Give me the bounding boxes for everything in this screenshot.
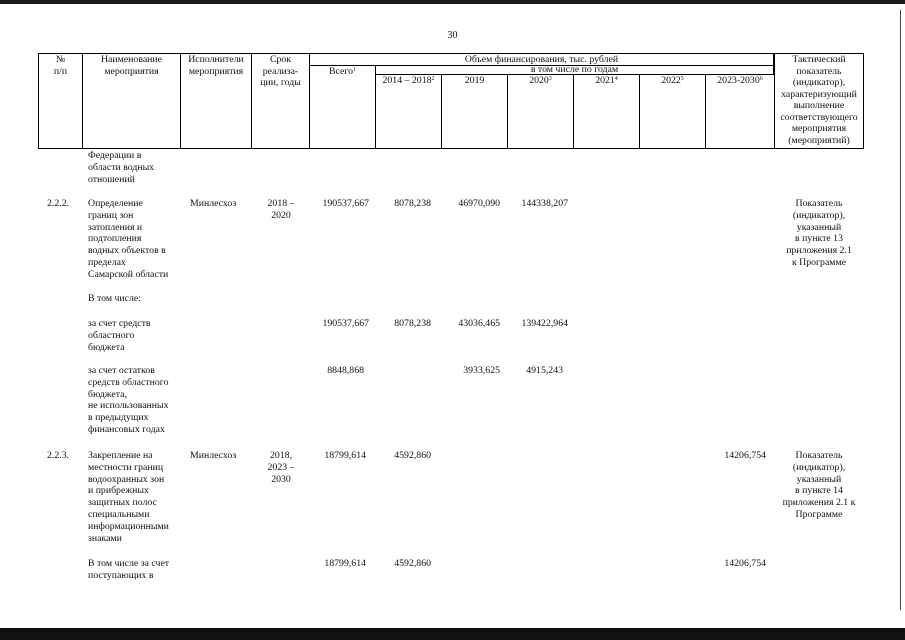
row-value-2020: 139422,964	[521, 318, 568, 329]
row-number: 2.2.2.	[47, 198, 70, 209]
header-indicator-label: Тактический показатель (индикатор), характеризующий выполнение соответствующего мероприятия (мероприятий)	[780, 54, 858, 146]
row-total: 8848,868	[327, 365, 364, 376]
header-num-label: № п/п	[53, 54, 68, 77]
header-exec-label: Исполнители мероприятия	[188, 54, 244, 77]
row-name: Закрепление на местности границ водоохранных зон и прибрежных защитных полос специальными информационными знаками	[88, 450, 169, 544]
row-value-2019: 46970,090	[458, 198, 500, 209]
header-by-years-label: в том числе по годам	[530, 64, 619, 75]
row-indicator: Показатель (индикатор), указанный в пункте 13 приложения 2.1 к Программе	[786, 198, 852, 268]
header-year-label: 2019	[464, 75, 485, 86]
page-edge-line	[900, 10, 901, 610]
row-indicator: Показатель (индикатор), указанный в пункте 14 приложения 2.1 к Программе	[782, 450, 856, 520]
row-total: 18799,614	[324, 558, 366, 569]
row-number: 2.2.3.	[47, 450, 70, 461]
header-funding-title: Объем финансирования, тыс. рублей	[464, 54, 619, 65]
header-year-label: 2023-2030$^6$	[717, 75, 763, 86]
row-name: за счет остатков средств областного бюджета, не использованных в предыдущих финансовых годах	[88, 365, 169, 435]
row-executor: Минлесхоз	[190, 198, 237, 209]
header-year-label: 2021$^4$	[595, 75, 618, 86]
row-value-2023-2030: 14206,754	[724, 450, 766, 461]
row-value-2023-2030: 14206,754	[724, 558, 766, 569]
row-name: В том числе за счет поступающих в	[88, 558, 170, 581]
row-name: Определение границ зон затопления и подтопления водных объектов в пределах Самарской области	[88, 198, 169, 280]
header-year-label: 2020$^3$	[529, 75, 552, 86]
header-total-label: Всего$^1$	[328, 66, 357, 77]
row-value-2020: 4915,243	[526, 365, 563, 376]
row-value-2014-2018: 8078,238	[394, 198, 431, 209]
row-term: 2018 – 2020	[267, 198, 295, 221]
header-cell-total	[309, 65, 376, 149]
row-executor: Минлесхоз	[190, 450, 237, 461]
row-value-2014-2018: 4592,860	[394, 450, 431, 461]
top-border-bar	[0, 0, 905, 4]
row-value-2019: 3933,625	[463, 365, 500, 376]
row-total: 190537,667	[322, 198, 369, 209]
row-total: 190537,667	[322, 318, 369, 329]
header-year-label: 2014 – 2018$^2$	[382, 75, 435, 86]
row-value-2019: 43036,465	[458, 318, 500, 329]
row-name: за счет средств областного бюджета	[88, 318, 151, 353]
header-name-label: Наименование мероприятия	[100, 54, 163, 77]
header-year-label: 2022$^5$	[661, 75, 684, 86]
row-term: 2018, 2023 – 2030	[267, 450, 295, 485]
row-value-2014-2018: 4592,860	[394, 558, 431, 569]
row-name: В том числе:	[88, 293, 141, 304]
row-value-2020: 144338,207	[521, 198, 568, 209]
header-term-label: Срок реализа- ции, годы	[260, 54, 301, 88]
bottom-border-bar	[0, 628, 905, 640]
row-value-2014-2018: 8078,238	[394, 318, 431, 329]
row-total: 18799,614	[324, 450, 366, 461]
page-number: 30	[447, 30, 458, 41]
row-name: Федерации в области водных отношений	[88, 150, 155, 185]
